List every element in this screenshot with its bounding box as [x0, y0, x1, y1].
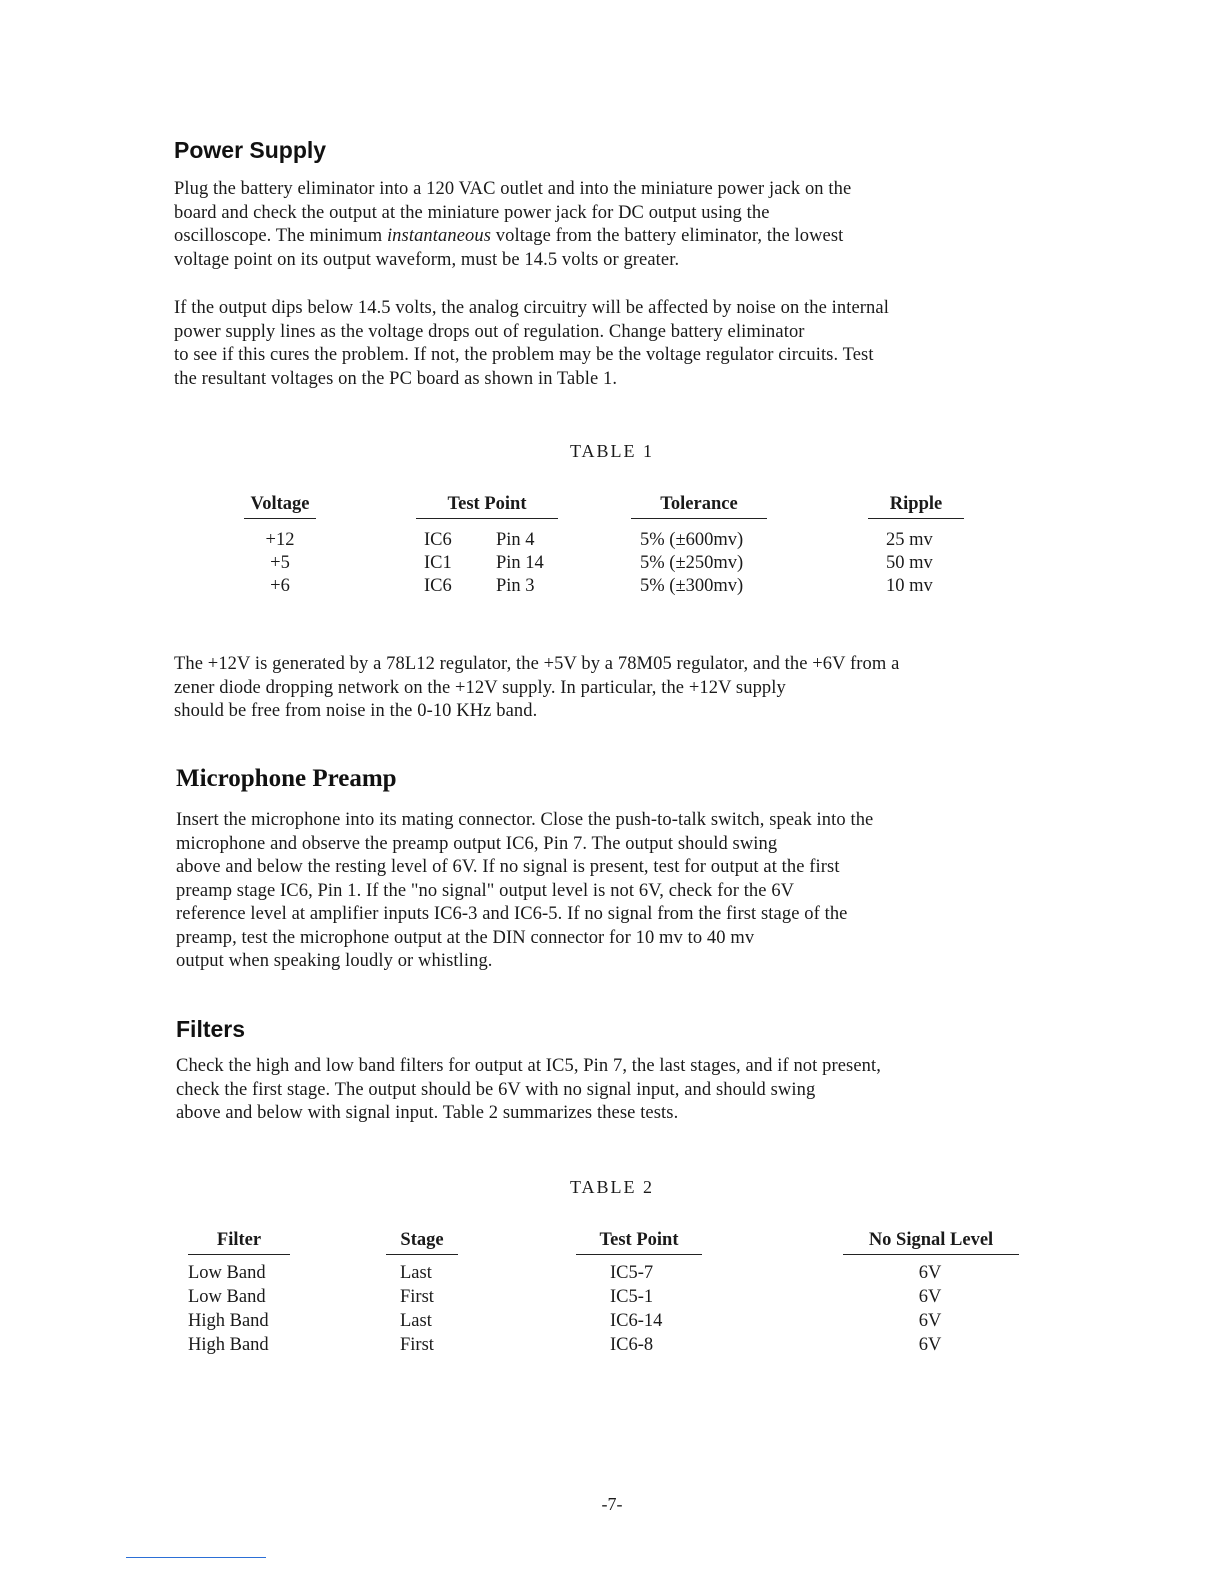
text-fragment: oscilloscope. The minimum	[174, 226, 387, 246]
text-line: Check the high and low band filters for output at IC5, Pin 7, the last stages, and if not present,	[176, 1056, 881, 1076]
text-line: zener diode dropping network on the +12V supply. In particular, the +12V supply	[174, 677, 786, 698]
table1-cell-ripple: 50 mv	[886, 553, 933, 573]
emphasis-text: instantaneous	[386, 226, 492, 246]
table2-cell-test-point: IC5-7	[610, 1263, 654, 1283]
table2-cell-filter: High Band	[188, 1335, 269, 1355]
table2-cell-test-point: IC6-14	[610, 1311, 663, 1331]
regulator-paragraph	[174, 653, 1044, 724]
text-line: above and below with signal input. Table 2 summarizes these tests.	[176, 1103, 679, 1123]
text-line: Plug the battery eliminator into a 120 VAC outlet and into the miniature power jack on the	[174, 179, 852, 199]
filters-paragraph	[176, 1055, 1046, 1126]
text-line: board and check the output at the miniature power jack for DC output using the	[174, 202, 770, 223]
table1-cell-ic: IC6	[424, 576, 452, 596]
table2-cell-stage: First	[400, 1335, 434, 1355]
table2-cell-stage: First	[400, 1287, 434, 1307]
table2-cell-filter: Low Band	[188, 1263, 266, 1283]
text-line: to see if this cures the problem. If not, the problem may be the voltage regulator circuits. Test	[174, 345, 874, 365]
table1-cell-tolerance: 5% (±300mv)	[640, 576, 744, 596]
power-supply-paragraph-1	[174, 178, 1044, 272]
table2-cell-level: 6V	[918, 1287, 942, 1307]
table2-cell-level: 6V	[918, 1335, 942, 1355]
power-supply-paragraph-2	[174, 297, 1044, 391]
text-line: Insert the microphone into its mating connector. Close the push-to-talk switch, speak into the	[176, 810, 874, 830]
text-line: If the output dips below 14.5 volts, the analog circuitry will be affected by noise on the internal	[174, 298, 889, 318]
table1-cell-pin: Pin 3	[496, 576, 535, 596]
table1-cell-voltage: +5	[270, 553, 290, 573]
text-line: above and below the resting level of 6V. If no signal is present, test for output at the first	[176, 857, 840, 877]
table1-header-tolerance: Tolerance	[631, 493, 767, 519]
microphone-paragraph	[176, 809, 1046, 974]
table1-cell-voltage: +12	[265, 530, 295, 550]
table1-cell-pin: Pin 14	[496, 553, 544, 573]
text-line: reference level at amplifier inputs IC6-3 and IC6-5. If no signal from the first stage of the	[176, 904, 848, 924]
text-line: microphone and observe the preamp output IC6, Pin 7. The output should swing	[176, 833, 778, 854]
text-line: output when speaking loudly or whistling.	[176, 951, 493, 971]
table1-cell-ic: IC1	[424, 553, 452, 573]
table1-header-ripple: Ripple	[868, 493, 964, 519]
text-line: voltage point on its output waveform, must be 14.5 volts or greater.	[174, 249, 680, 270]
table2-cell-level: 6V	[918, 1263, 942, 1283]
power-supply-heading: Power Supply	[174, 137, 327, 163]
table2-cell-level: 6V	[918, 1311, 942, 1331]
table2-cell-filter: High Band	[188, 1311, 269, 1331]
table1-cell-ripple: 10 mv	[886, 576, 933, 596]
text-line: The +12V is generated by a 78L12 regulator, the +5V by a 78M05 regulator, and the +6V from a	[174, 654, 900, 674]
table1-cell-ripple: 25 mv	[886, 530, 933, 550]
table1-header-voltage: Voltage	[244, 493, 316, 519]
footer-rule	[126, 1557, 266, 1558]
table2-caption: TABLE 2	[569, 1177, 655, 1197]
text-line: the resultant voltages on the PC board as shown in Table 1.	[174, 368, 618, 389]
table1-cell-tolerance: 5% (±600mv)	[640, 530, 744, 550]
table2-cell-stage: Last	[400, 1263, 432, 1283]
text-line: preamp, test the microphone output at the DIN connector for 10 mv to 40 mv	[176, 927, 755, 948]
table2-header-stage: Stage	[386, 1229, 458, 1255]
table2-header-test-point: Test Point	[576, 1229, 702, 1255]
text-line: preamp stage IC6, Pin 1. If the "no signal" output level is not 6V, check for the 6V	[176, 880, 795, 901]
table1-caption: TABLE 1	[569, 441, 655, 461]
table1-cell-pin: Pin 4	[496, 530, 535, 550]
table2-cell-stage: Last	[400, 1311, 432, 1331]
table1-header-test-point: Test Point	[416, 493, 558, 519]
table2-header-no-signal-level: No Signal Level	[843, 1229, 1019, 1255]
page-number: -7-	[601, 1494, 623, 1514]
text-line: power supply lines as the voltage drops out of regulation. Change battery eliminator	[174, 321, 805, 342]
filters-heading: Filters	[176, 1016, 246, 1042]
table2-cell-filter: Low Band	[188, 1287, 266, 1307]
text-line	[174, 225, 1044, 249]
table2-header-filter: Filter	[188, 1229, 290, 1255]
table1-cell-voltage: +6	[270, 576, 290, 596]
text-line: check the first stage. The output should be 6V with no signal input, and should swing	[176, 1079, 816, 1100]
text-line: should be free from noise in the 0-10 KHz band.	[174, 701, 538, 721]
table1-cell-tolerance: 5% (±250mv)	[640, 553, 744, 573]
table2-cell-test-point: IC5-1	[610, 1287, 654, 1307]
text-fragment: voltage from the battery eliminator, the lowest	[491, 226, 844, 246]
table2-cell-test-point: IC6-8	[610, 1335, 654, 1355]
table1-cell-ic: IC6	[424, 530, 452, 550]
microphone-preamp-heading: Microphone Preamp	[176, 765, 397, 792]
